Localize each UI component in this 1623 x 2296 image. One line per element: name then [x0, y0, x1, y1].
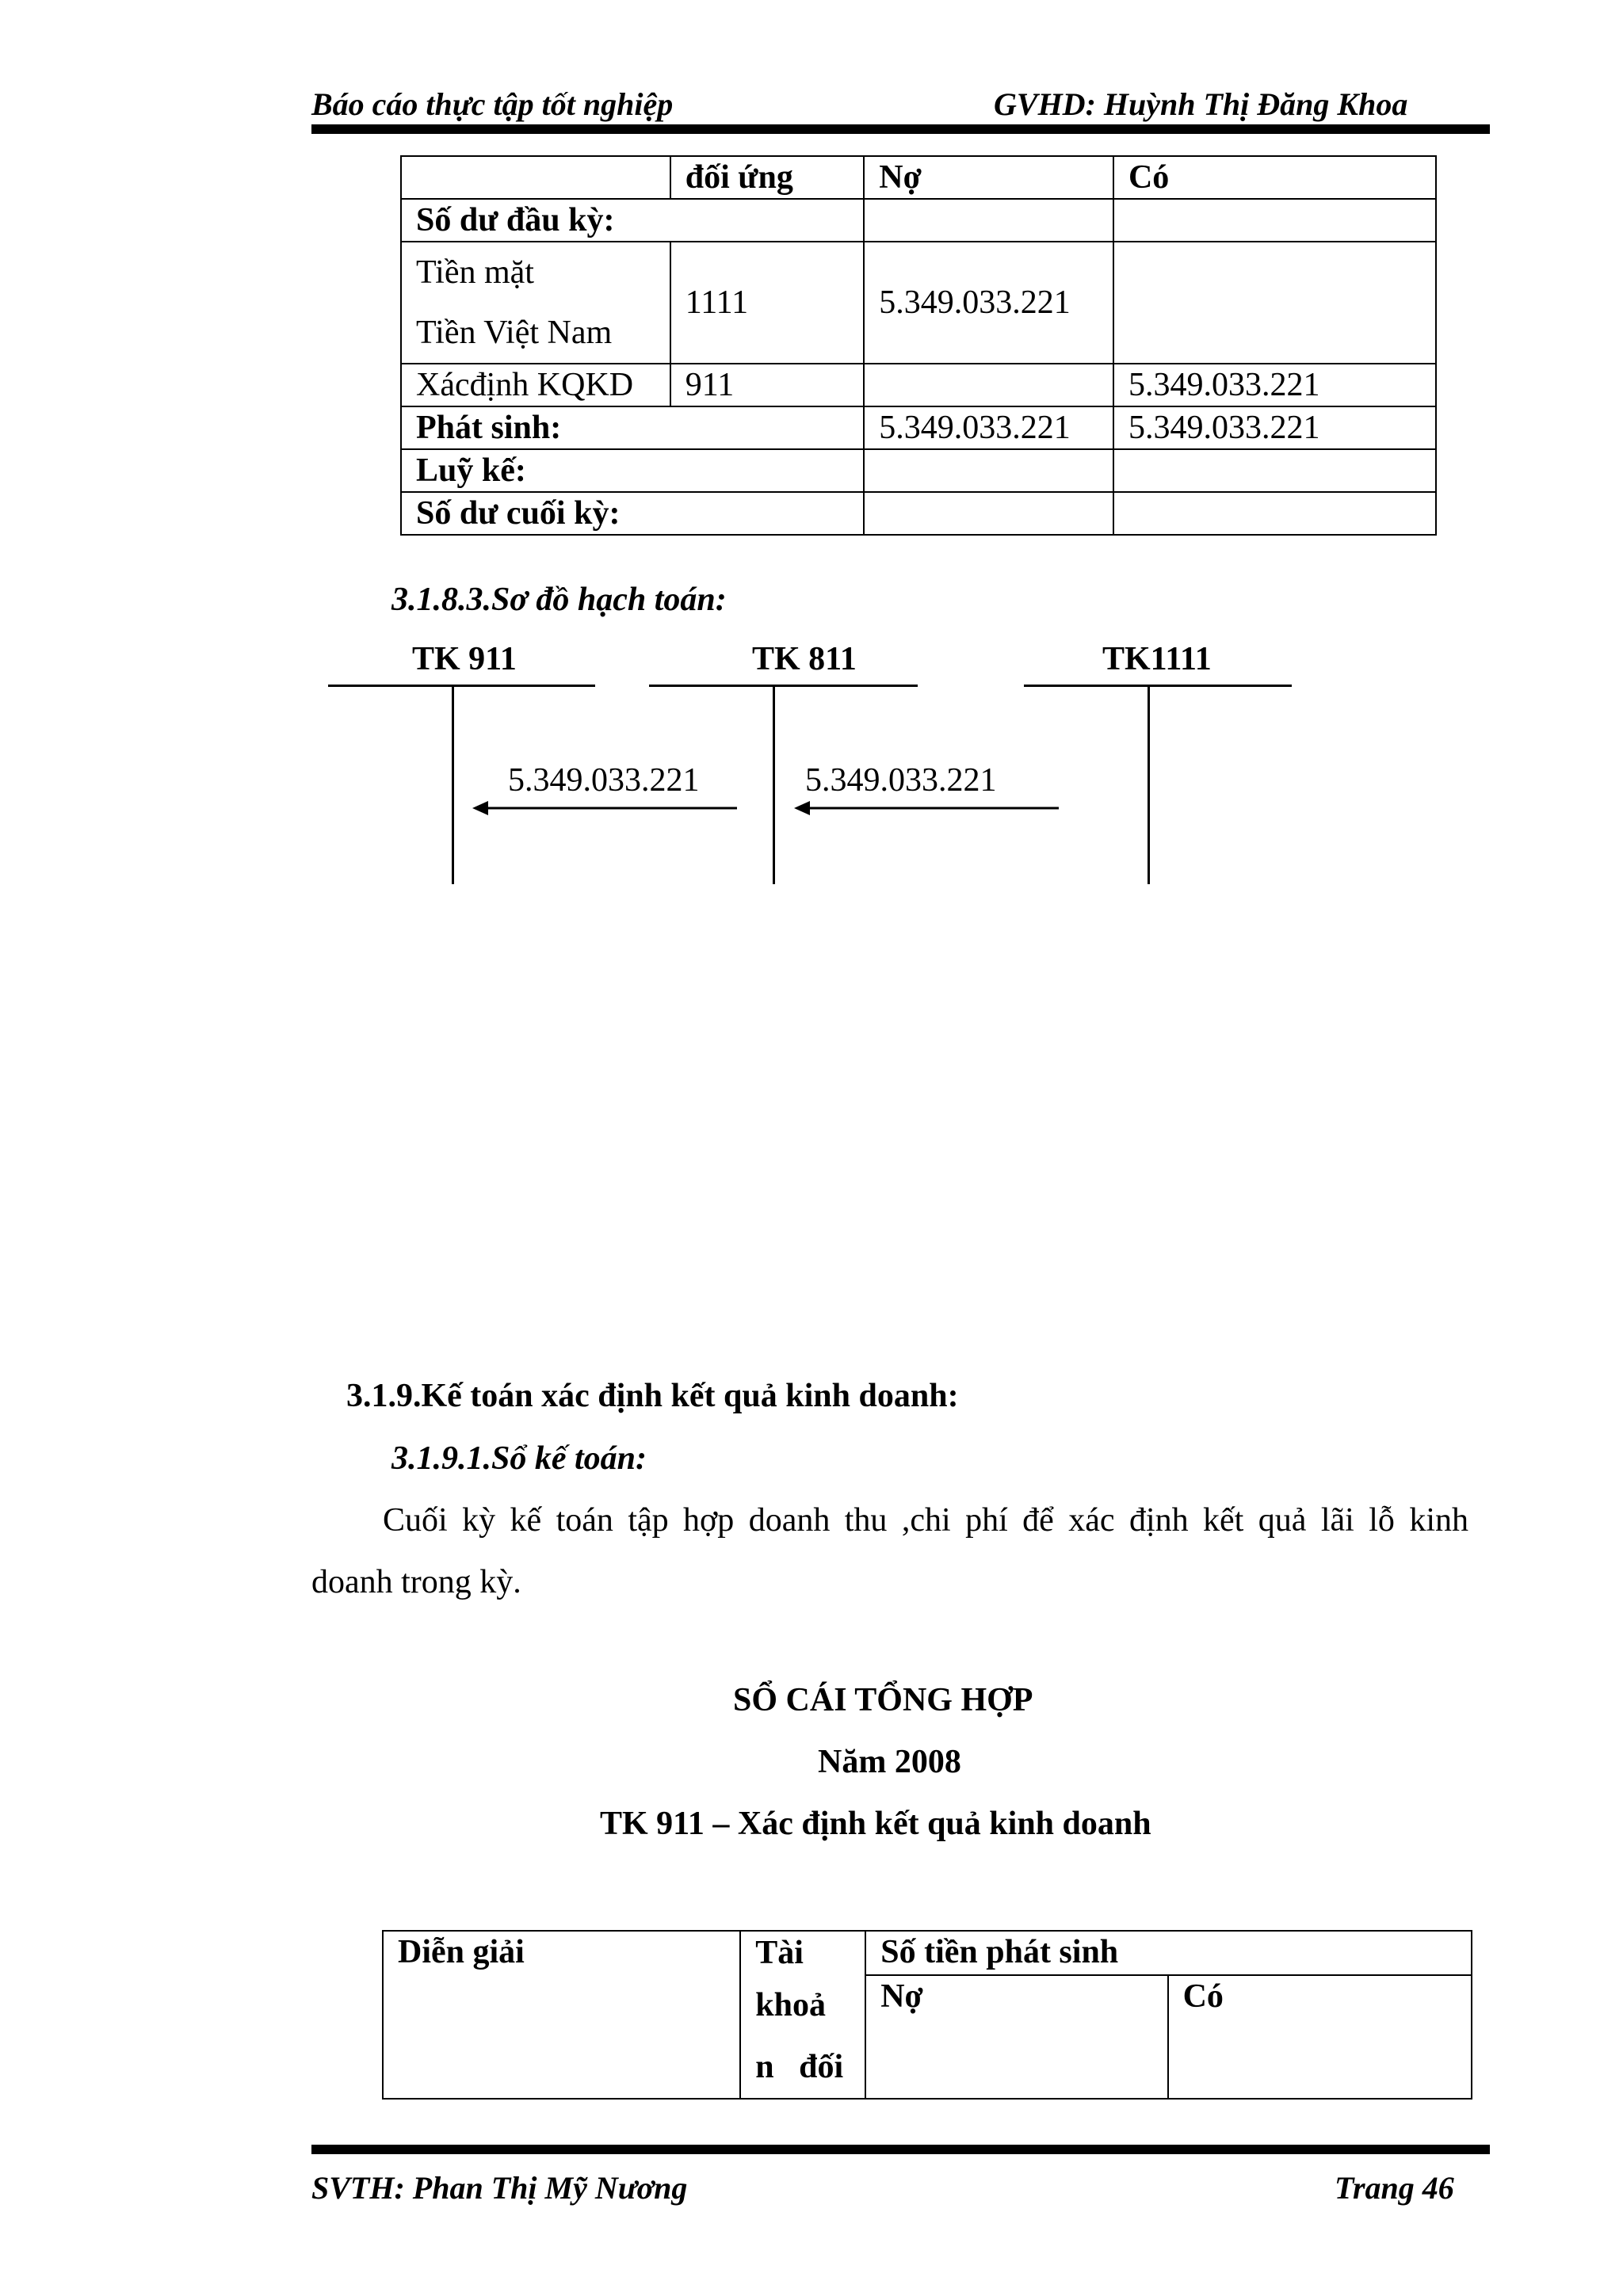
paragraph-line-1: Cuối kỳ kế toán tập hợp doanh thu ,chi phí để xác định kết quả lãi lỗ kinh [383, 1502, 1468, 1539]
ledger-credit-header: Có [1168, 1975, 1472, 2099]
kqkd-credit: 5.349.033.221 [1113, 364, 1436, 406]
arising-debit: 5.349.033.221 [864, 406, 1113, 449]
ledger-debit-header: Nợ [865, 1975, 1167, 2099]
cash-label-line1: Tiền mặt [416, 254, 534, 291]
kqkd-label: Xácđịnh KQKD [401, 364, 670, 406]
footer-left: SVTH: Phan Thị Mỹ Nương [311, 2170, 688, 2206]
ledger-table [382, 1930, 1472, 2100]
ledger-title: SỔ CÁI TỔNG HỢP [733, 1682, 1033, 1718]
ledger-amount-header: Số tiền phát sinh [865, 1931, 1472, 1975]
footer-right: Trang 46 [1335, 2170, 1454, 2206]
footer-rule [311, 2145, 1490, 2154]
ledger-year: Năm 2008 [818, 1744, 961, 1780]
header-left: Báo cáo thực tập tốt nghiệp [311, 86, 674, 122]
table-row [383, 1931, 1472, 1975]
closing-balance-label: Số dư cuối kỳ: [401, 492, 864, 535]
flow-amount-1111-to-811: 5.349.033.221 [805, 762, 997, 799]
arrow-head-811-to-911 [472, 801, 488, 815]
ledger-account-header-line3: n đối [755, 2049, 844, 2085]
ledger-description-header: Diễn giải [383, 1931, 740, 2099]
table-header-cell: Nợ [864, 156, 1113, 199]
ledger-account-header-line2: khoả [755, 1987, 826, 2023]
header-right: GVHD: Huỳnh Thị Đăng Khoa [994, 86, 1408, 122]
arrow-head-1111-to-811 [794, 801, 810, 815]
arising-label: Phát sinh: [401, 406, 864, 449]
flow-arrows [0, 0, 1623, 951]
account-label-tk811: TK 811 [752, 641, 857, 677]
opening-balance-label: Số dư đầu kỳ: [401, 199, 864, 242]
paragraph-line-2: doanh trong kỳ. [311, 1564, 521, 1600]
flow-amount-811-to-911: 5.349.033.221 [508, 762, 700, 799]
account-label-tk911: TK 911 [412, 641, 517, 677]
ledger-account-header-line1: Tài [755, 1935, 804, 1971]
cash-account: 1111 [670, 242, 864, 364]
cash-label-line2: Tiền Việt Nam [416, 315, 613, 351]
section-3183-heading: 3.1.8.3.Sơ đồ hạch toán: [391, 582, 727, 618]
arising-credit: 5.349.033.221 [1113, 406, 1436, 449]
ledger-account-header [740, 1931, 865, 2099]
account-label-tk1111: TK1111 [1102, 641, 1212, 677]
ledger-account: TK 911 – Xác định kết quả kinh doanh [600, 1806, 1151, 1842]
cumulative-label: Luỹ kế: [401, 449, 864, 492]
kqkd-account: 911 [670, 364, 864, 406]
section-319-heading: 3.1.9.Kế toán xác định kết quả kinh doanh: [346, 1378, 959, 1414]
cash-debit: 5.349.033.221 [864, 242, 1113, 364]
table-header-cell: đối ứng [670, 156, 864, 199]
table-header-cell: Có [1113, 156, 1436, 199]
section-3191-heading: 3.1.9.1.Sổ kế toán: [391, 1440, 647, 1477]
